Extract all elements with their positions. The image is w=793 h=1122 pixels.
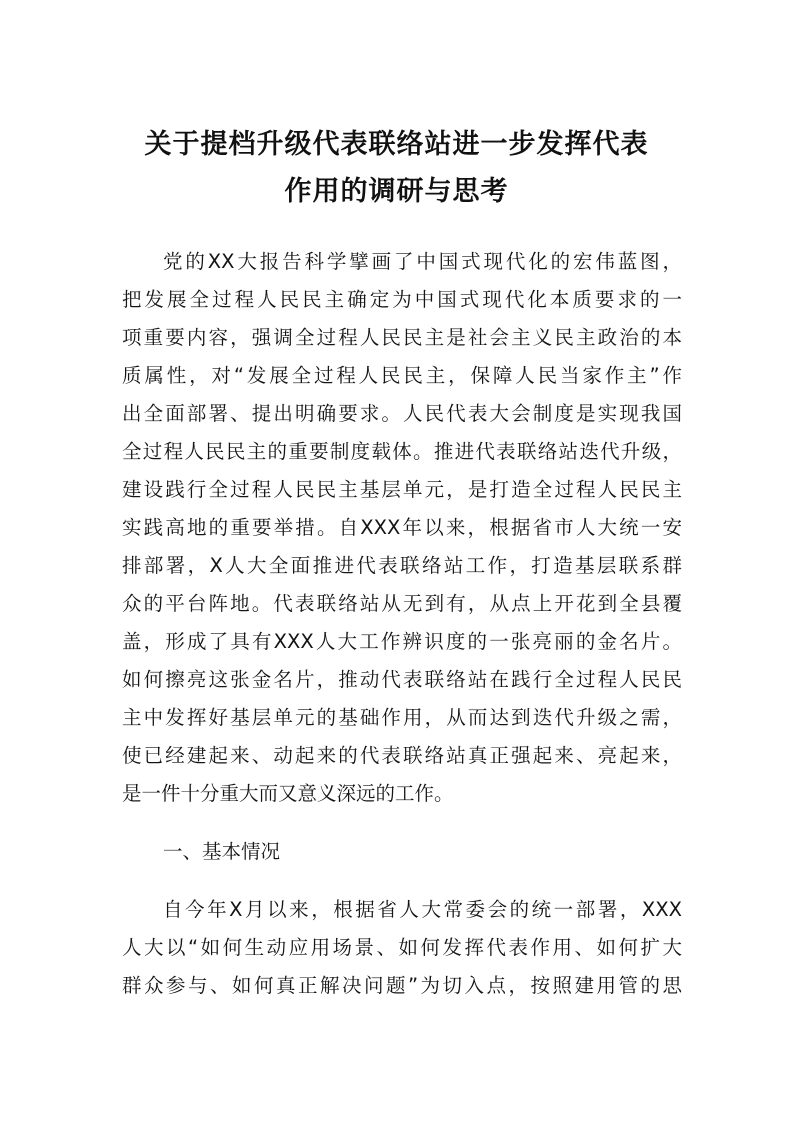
- paragraph-1-line-1: 党的XX大报告科学擘画了中国式现代化的宏伟蓝图，: [163, 250, 682, 273]
- paragraph-1-line-2: 把发展全过程人民民主确定为中国式现代化本质要求的一: [122, 288, 682, 311]
- paragraph-1-line-10: 众的平台阵地。代表联络站从无到有，从点上开花到全县覆: [122, 592, 682, 615]
- paragraph-1-line-7: 建设践行全过程人民民主基层单元，是打造全过程人民民主: [122, 478, 682, 501]
- paragraph-1-line-6: 全过程人民民主的重要制度载体。推进代表联络站迭代升级，: [122, 440, 682, 463]
- paragraph-1-line-9: 排部署，X人大全面推进代表联络站工作，打造基层联系群: [122, 554, 682, 577]
- paragraph-1-line-4: 质属性，对“发展全过程人民民主，保障人民当家作主”作: [122, 364, 682, 387]
- paragraph-1-line-3: 项重要内容，强调全过程人民民主是社会主义民主政治的本: [122, 326, 682, 349]
- document-title-line-1: 关于提档升级代表联络站进一步发挥代表: [144, 129, 649, 160]
- document-title-line-2: 作用的调研与思考: [284, 176, 509, 207]
- section-heading: 一、基本情况: [163, 840, 281, 863]
- paragraph-1-line-8: 实践高地的重要举措。自XXX年以来，根据省市人大统一安: [122, 516, 682, 539]
- paragraph-1-line-14: 使已经建起来、动起来的代表联络站真正强起来、亮起来，: [122, 744, 682, 767]
- paragraph-2-line-3: 群众参与、如何真正解决问题”为切入点，按照建用管的思: [122, 974, 682, 997]
- paragraph-1-line-13: 主中发挥好基层单元的基础作用，从而达到迭代升级之需，: [122, 706, 682, 729]
- paragraph-2-line-1: 自今年X月以来，根据省人大常委会的统一部署，XXX: [163, 898, 682, 921]
- paragraph-1-line-15: 是一件十分重大而又意义深远的工作。: [122, 782, 454, 805]
- paragraph-1-line-12: 如何擦亮这张金名片，推动代表联络站在践行全过程人民民: [122, 668, 682, 691]
- paragraph-1-line-11: 盖，形成了具有XXX人大工作辨识度的一张亮丽的金名片。: [122, 630, 682, 653]
- paragraph-1-line-5: 出全面部署、提出明确要求。人民代表大会制度是实现我国: [122, 402, 682, 425]
- paragraph-2-line-2: 人大以“如何生动应用场景、如何发挥代表作用、如何扩大: [122, 936, 682, 959]
